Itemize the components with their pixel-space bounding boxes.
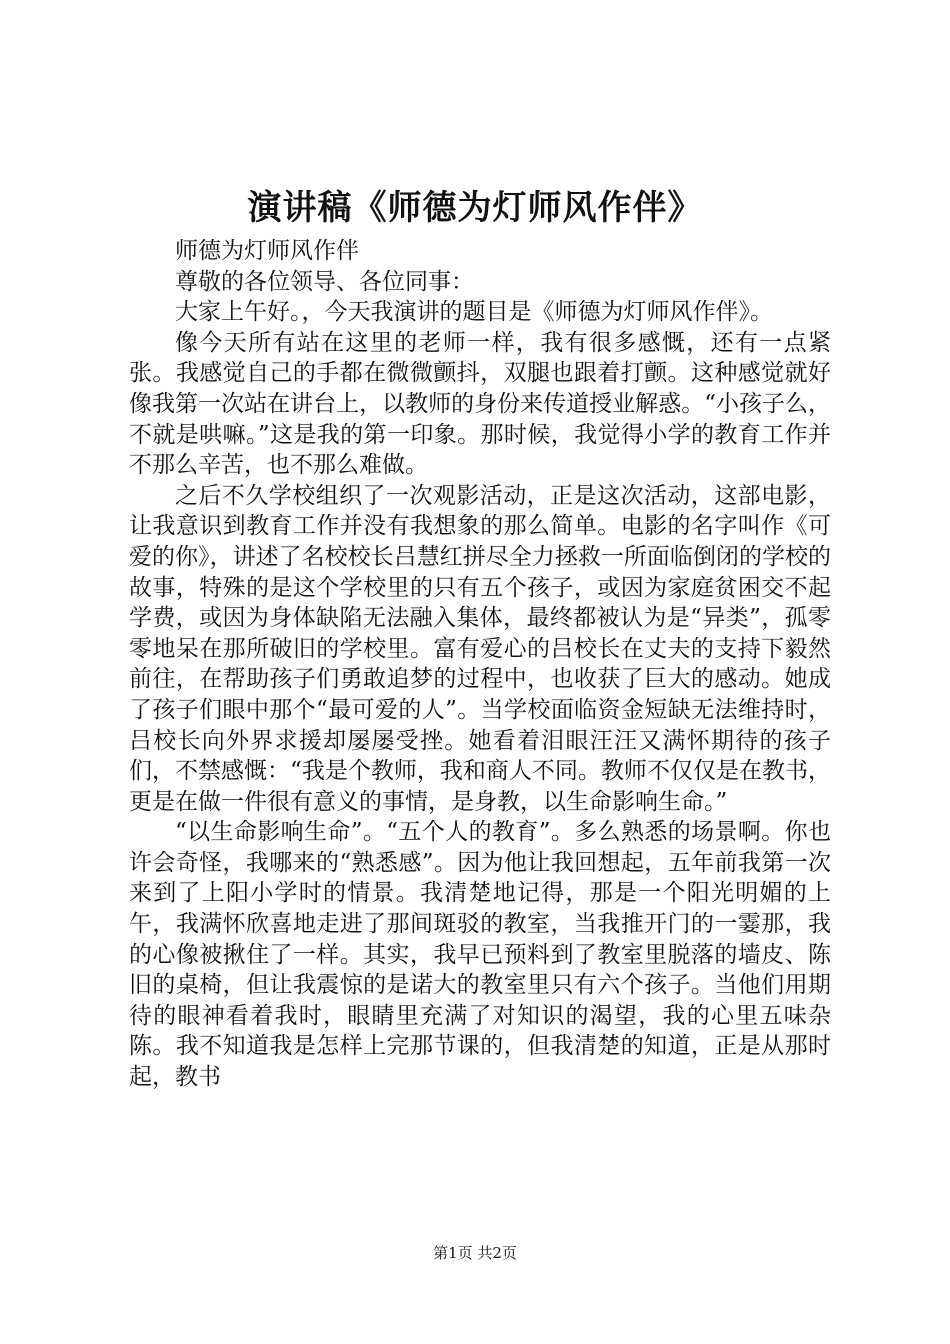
document-title: 演讲稿《师德为灯师风作伴》 [247, 188, 703, 228]
speech-subtitle: 师德为灯师风作伴 [175, 238, 359, 264]
page-number-footer: 第1页 共2页 [433, 1244, 517, 1262]
body-paragraph: “以生命影响生命”。“五个人的教育”。多么熟悉的场景啊。你也许会奇怪，我哪来的“熟悉感”。因为他让我回想起，五年前我第一次来到了上阳小学时的情景。我清楚地记得，那是一个阳光明媚的上午，我满怀欣喜地走进了那间斑驳的教室，当我推开门的一霎那，我的心像被揪住了一样。其实，我早已预料到了教室里脱落的墙皮、陈旧的桌椅，但让我震惊的是诺大的教室里只有六个孩子。当他们用期待的眼神看着我时，眼睛里充满了对知识的渴望，我的心里五味杂陈。我不知道我是怎样上完那节课的，但我清楚的知道，正是从那时起，教书 [129, 819, 831, 1091]
body-paragraph: 像今天所有站在这里的老师一样，我有很多感慨，还有一点紧张。我感觉自己的手都在微微颤抖，双腿也跟着打颤。这种感觉就好像我第一次站在讲台上，以教师的身份来传道授业解惑。“小孩子么，不就是哄嘛。”这是我的第一印象。那时候，我觉得小学的教育工作并不那么辛苦，也不那么难做。 [129, 329, 831, 479]
speech-salutation: 尊敬的各位领导、各位同事： [175, 268, 474, 295]
body-paragraph: 之后不久学校组织了一次观影活动，正是这次活动，这部电影，让我意识到教育工作并没有我想象的那么简单。电影的名字叫作《可爱的你》，讲述了名校校长吕慧红拼尽全力拯救一所面临倒闭的学校的故事，特殊的是这个学校里的只有五个孩子，或因为家庭贫困交不起学费，或因为身体缺陷无法融入集体，最终都被认为是“异类”，孤零零地呆在那所破旧的学校里。富有爱心的吕校长在丈夫的支持下毅然前往，在帮助孩子们勇敢追梦的过程中，也收获了巨大的感动。她成了孩子们眼中那个“最可爱的人”。当学校面临资金短缺无法维持时，吕校长向外界求援却屡屡受挫。她看着泪眼汪汪又满怀期待的孩子们，不禁感慨：“我是个教师，我和商人不同。教师不仅仅是在教书，更是在做一件很有意义的事情，是身教，以生命影响生命。” [129, 482, 831, 815]
document-body [129, 236, 831, 1093]
body-paragraph: 大家上午好。，今天我演讲的题目是《师德为灯师风作伴》。 [175, 299, 773, 326]
